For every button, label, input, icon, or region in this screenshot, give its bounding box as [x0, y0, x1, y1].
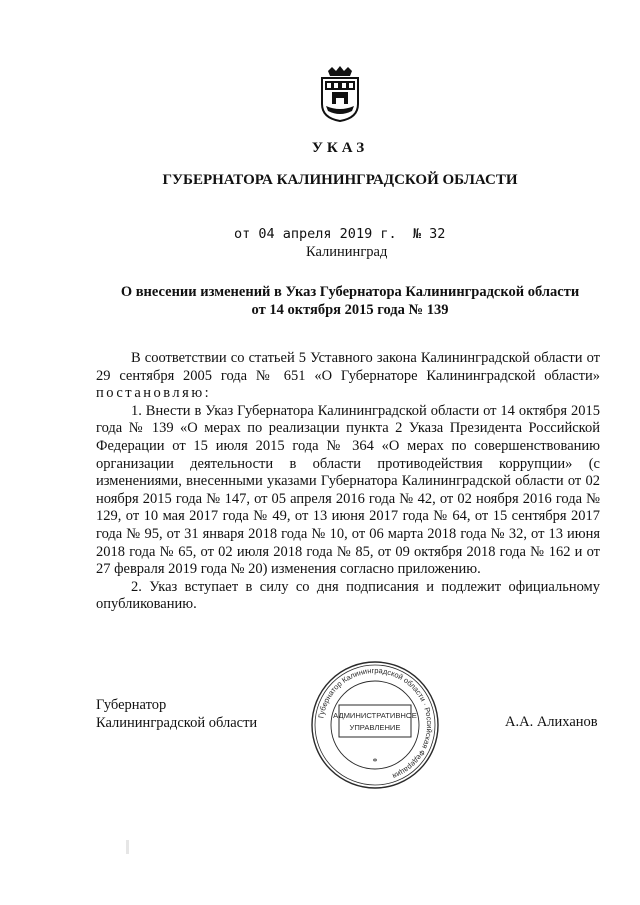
clause-1-paragraph: 1. Внести в Указ Губернатора Калининградской области от 14 октября 2015 года № 139 «О мерах по реализации пункта 2 Указа Президента Российской Федерации от 15 июля 2015 года № 364 «О мерах по совершенствованию организации деятельности в области противодействия коррупции» (с изменениями, внесенными указами Губернатора Калининградской области от 02 ноября 2015 года № 147, от 05 апреля 2016 года № 42, от 02 ноября 2016 года № 129, от 10 мая 2017 года № 49, от 13 июня 2017 года № 64, от 15 сентября 2017 года № 95, от 31 января 2018 года № 10, от 06 марта 2018 года № 32, от 13 июня 2018 года № 65, от 02 июля 2018 года № 85, от 09 октября 2018 года № 162 и от 27 февраля 2019 года № 20) изменения согласно приложению.: [96, 402, 600, 578]
city-name: Калининград: [306, 244, 388, 260]
stamp-ring-text: Губернатор Калининградской области · Российская Федерация: [316, 665, 435, 781]
stamp-box-line-2: УПРАВЛЕНИЕ: [349, 723, 401, 732]
resolution-word: постановляю:: [96, 385, 212, 402]
decree-heading: [100, 283, 600, 319]
preamble-text: В соответствии со статьей 5 Уставного закона Калининградской области от 29 сентября 2005 года № 651 «О Губернаторе Калининградской области»: [96, 350, 600, 384]
document-date: 04 апреля 2019: [258, 226, 373, 242]
coat-of-arms-emblem: [318, 66, 362, 122]
margin-mark: [126, 840, 129, 854]
clause-2-paragraph: 2. Указ вступает в силу со дня подписания и подлежит официальному опубликованию.: [96, 578, 600, 613]
year-suffix: г.: [380, 226, 397, 242]
position-line-1: Губернатор: [96, 697, 167, 713]
official-stamp: [309, 659, 441, 791]
position-line-2: Калининградской области: [96, 715, 258, 731]
stamp-box-line-1: АДМИНИСТРАТИВНОЕ: [333, 711, 417, 720]
document-subtitle: ГУБЕРНАТОРА КАЛИНИНГРАДСКОЙ ОБЛАСТИ: [162, 172, 518, 188]
preamble-paragraph: [96, 350, 600, 403]
document-title: УКАЗ: [311, 140, 369, 156]
signatory-position: [96, 696, 257, 732]
heading-line-1: О внесении изменений в Указ Губернатора Калининградской области: [120, 284, 580, 300]
heading-line-2: от 14 октября 2015 года № 139: [251, 302, 449, 318]
number-label: №: [412, 226, 422, 242]
signatory-name: А.А. Алиханов: [505, 714, 598, 730]
document-number: 32: [429, 226, 446, 242]
date-line: [234, 226, 445, 242]
stamp-star: *: [372, 757, 378, 768]
decree-body: [96, 350, 600, 614]
date-prefix: от: [234, 226, 251, 242]
